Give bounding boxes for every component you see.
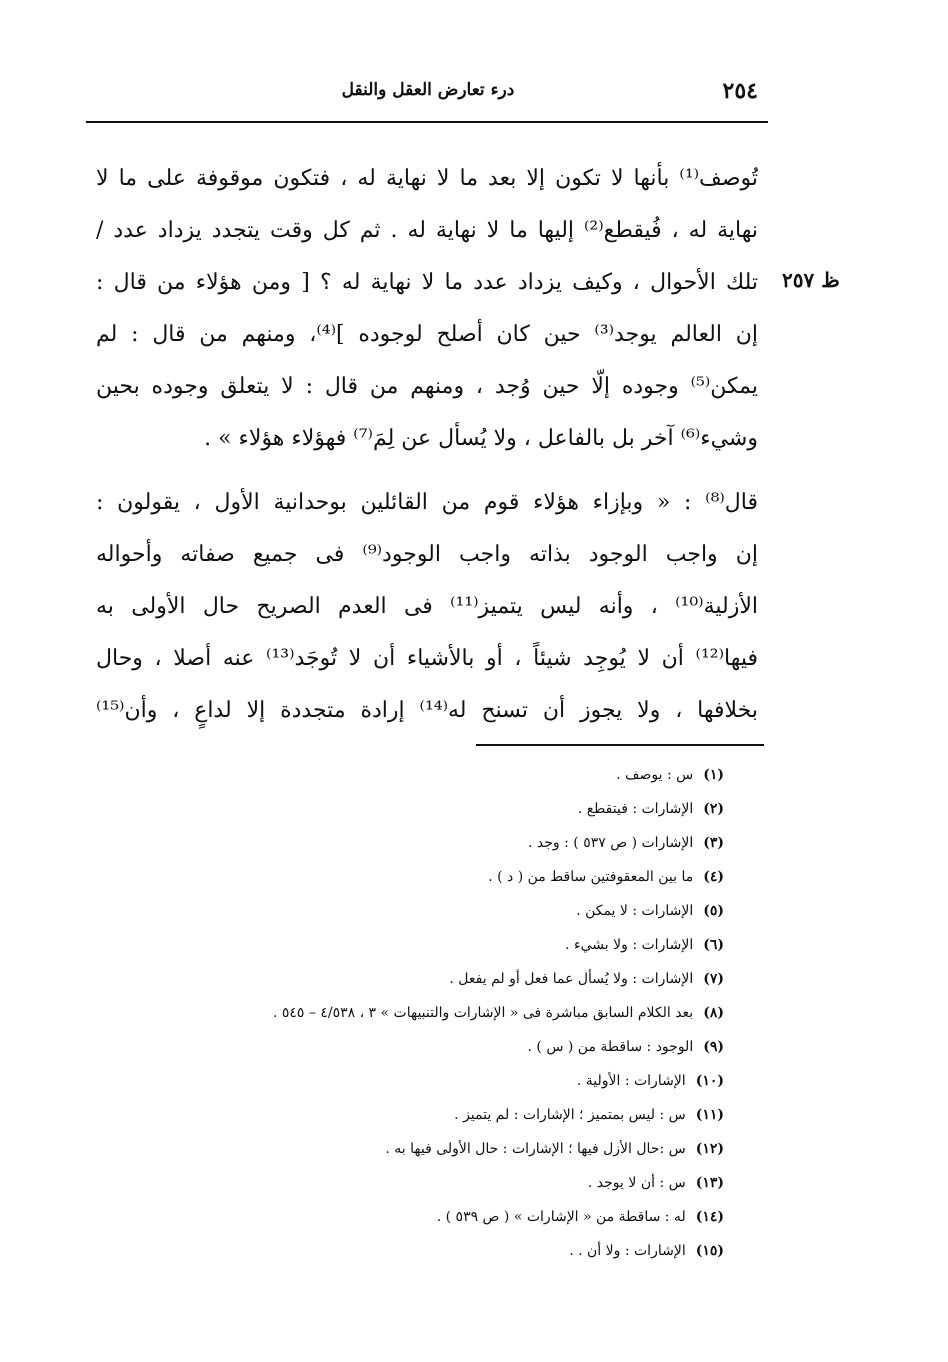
footnote-number: (١) [703, 767, 724, 783]
footnote-number: (١٢) [695, 1141, 724, 1157]
footnote [120, 962, 724, 996]
header-rule [86, 121, 768, 123]
footnote [120, 1200, 724, 1234]
footnote-text: س : يوصف . [616, 767, 694, 783]
footnote-text: ما بين المعقوفتين ساقط من ( د ) . [488, 869, 694, 885]
footnote [120, 1064, 724, 1098]
footnote [120, 894, 724, 928]
footnote-number: (٨) [703, 1005, 724, 1021]
margin-manuscript-reference: ظ ٢٥٧ [782, 268, 840, 292]
footnote-text: س : ليس بمتميز ؛ الإشارات : لم يتميز . [454, 1107, 686, 1123]
footnote [120, 758, 724, 792]
page-header [88, 78, 768, 112]
footnote-number: (١٥) [695, 1243, 724, 1259]
footnote [120, 1030, 724, 1064]
footnote [120, 928, 724, 962]
text-line: بخلافها ، ولا يجوز أن تسنح له⁽¹⁴⁾ إرادة متجددة إلا لداعٍ ، وأن⁽¹⁵⁾ [96, 698, 758, 723]
footnote-number: (٤) [703, 869, 724, 885]
text-line: الأزلية⁽¹⁰⁾ ، وأنه ليس يتميز⁽¹¹⁾ فى العدم الصريح حال الأولى به [96, 594, 758, 619]
footnote-text: الإشارات : الأولية . [576, 1073, 686, 1089]
footnote-number: (١١) [695, 1107, 724, 1123]
footnote-number: (١٣) [695, 1175, 724, 1191]
footnote-text: الإشارات : فيتقطع . [577, 801, 694, 817]
footnote [120, 826, 724, 860]
text-line: فيها⁽¹²⁾ أن لا يُوجِد شيئاً ، أو بالأشياء أن لا تُوجَد⁽¹³⁾ عنه أصلا ، وحال [96, 646, 758, 671]
footnote-text: الإشارات ( ص ٥٣٧ ) : وجد . [528, 835, 694, 851]
text-line: إن واجب الوجود بذاته واجب الوجود⁽⁹⁾ فى جميع صفاته وأحواله [96, 542, 758, 567]
footnote-text: س :حال الأزل فيها ؛ الإشارات : حال الأولى فيها به . [385, 1141, 686, 1157]
running-title: درء تعارض العقل والنقل [341, 80, 515, 100]
text-line: يمكن⁽⁵⁾ وجوده إلّا حين وُجد ، ومنهم من قال : لا يتعلق وجوده بحين [96, 374, 758, 399]
footnote-text: بعد الكلام السابق مباشرة فى « الإشارات والتنبيهات » ٣ ، ٤/٥٣٨ – ٥٤٥ . [272, 1005, 694, 1021]
footnote [120, 1166, 724, 1200]
footnote-number: (٧) [703, 971, 724, 987]
footnote-text: الوجود : ساقطة من ( س ) . [527, 1039, 694, 1055]
footnote-number: (٥) [703, 903, 724, 919]
footnote-text: الإشارات : ولا بشيء . [565, 937, 694, 953]
footnotes [120, 758, 724, 1268]
footnote-number: (١٠) [695, 1073, 724, 1089]
footnote-number: (٢) [703, 801, 724, 817]
text-line: نهاية له ، فُيقطع⁽²⁾ إليها ما لا نهاية له . ثم كل وقت يتجدد يزداد عدد / [96, 218, 758, 243]
text-line: قال⁽⁸⁾ : « وبإزاء هؤلاء قوم من القائلين بوحدانية الأول ، يقولون : [96, 490, 758, 515]
footnote [120, 1098, 724, 1132]
footnote-text: الإشارات : ولا يُسأل عما فعل أو لم يفعل . [449, 971, 694, 987]
paragraph-1 [96, 153, 758, 465]
text-line: إن العالم يوجد⁽³⁾ حين كان أصلح لوجوده ]⁽⁴⁾، ومنهم من قال : لم [96, 322, 758, 347]
text-line: تُوصف⁽¹⁾ بأنها لا تكون إلا بعد ما لا نهاية له ، فتكون موقوفة على ما لا [96, 166, 758, 191]
footnote [120, 1132, 724, 1166]
footnote-number: (٦) [703, 937, 724, 953]
page-number: ٢٥٤ [722, 78, 758, 104]
paragraph-2 [96, 477, 758, 737]
footnote-separator [476, 744, 764, 746]
footnote [120, 860, 724, 894]
footnote-text: الإشارات : ولا أن . . [569, 1243, 686, 1259]
footnote [120, 996, 724, 1030]
footnote-text: له : ساقطة من « الإشارات » ( ص ٥٣٩ ) . [436, 1209, 686, 1225]
footnote-number: (٣) [703, 835, 724, 851]
footnote-text: س : أن لا يوجد . [587, 1175, 686, 1191]
text-line: تلك الأحوال ، وكيف يزداد عدد ما لا نهاية له ؟ [ ومن هؤلاء من قال : [96, 270, 758, 295]
text-line: وشيء⁽⁶⁾ آخر بل بالفاعل ، ولا يُسأل عن لِمَ⁽⁷⁾ فهؤلاء هؤلاء » . [204, 426, 758, 451]
footnote-number: (٩) [703, 1039, 724, 1055]
footnote [120, 792, 724, 826]
footnote [120, 1234, 724, 1268]
footnote-number: (١٤) [695, 1209, 724, 1225]
footnote-text: الإشارات : لا يمكن . [576, 903, 694, 919]
